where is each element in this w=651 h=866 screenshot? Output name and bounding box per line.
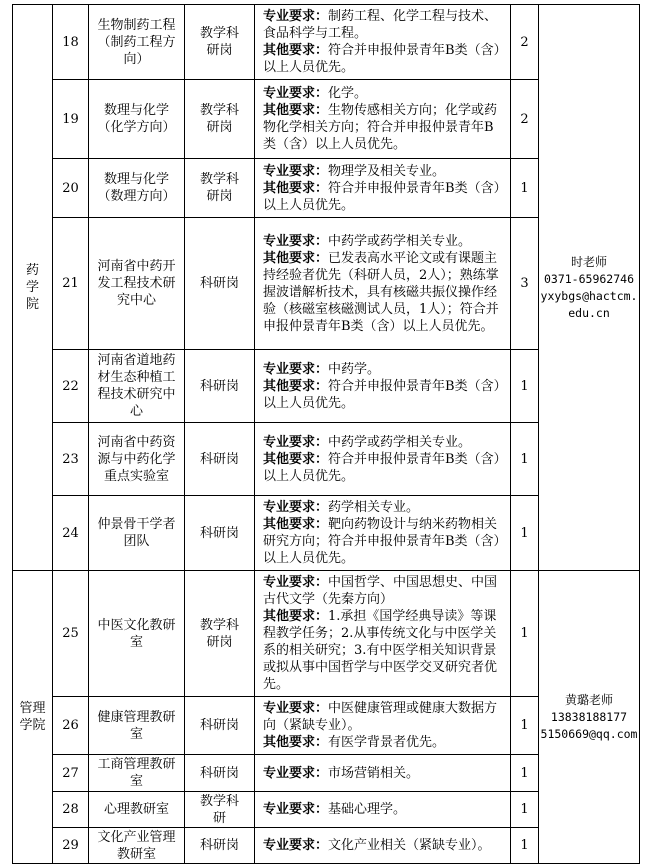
major-requirement: 专业要求：文化产业相关（紧缺专业）。 [263,838,491,853]
major-label: 专业要求： [263,802,329,817]
major-label: 专业要求： [263,838,329,853]
post-type: 教学科研岗 [185,80,255,159]
department: 仲景骨干学者团队 [89,496,185,571]
requirements [255,697,511,755]
department: 中医文化教研室 [89,571,185,697]
contact-name: 黄璐老师 [564,692,613,707]
major-requirement: 专业要求：制药工程、化学工程与技术、食品科学与工程。 [263,9,498,41]
table-row [13,571,640,697]
major-label: 专业要求： [263,163,329,179]
requirements [255,350,511,423]
major-requirement: 专业要求：药学相关专业。 [263,500,420,515]
college-cell: 管理学院 [13,571,53,864]
other-requirement: 其他要求：符合并申报仲景青年B类（含）以上人员优先。 [263,43,501,75]
row-number: 29 [53,828,89,864]
other-requirement: 其他要求：符合并申报仲景青年B类（含）以上人员优先。 [263,451,501,484]
headcount: 1 [511,571,539,697]
department: 数理与化学（数理方向） [89,159,185,218]
headcount: 1 [511,755,539,792]
major-label: 专业要求： [263,233,329,249]
other-label: 其他要求： [263,451,329,467]
department: 文化产业管理教研室 [89,828,185,864]
requirements [255,755,511,792]
other-label: 其他要求： [263,378,329,394]
other-label: 其他要求： [263,517,329,532]
requirements [255,792,511,828]
row-number: 25 [53,571,89,697]
major-label: 专业要求： [263,9,329,24]
row-number: 24 [53,496,89,571]
major-requirement: 专业要求：中药学。 [263,361,381,377]
other-requirement: 其他要求：靶向药物设计与纳米药物相关研究方向；符合并申报仲景青年B类（含）以上人员优先。 [263,517,501,566]
contact-email: 5150669@qq.com [540,726,638,741]
major-requirement: 专业要求：中医健康管理或健康大数据方向（紧缺专业）。 [263,701,498,733]
requirements [255,571,511,697]
major-label: 专业要求： [263,575,329,590]
department: 河南省中药开发工程技术研究中心 [89,218,185,350]
major-label: 专业要求： [263,361,329,377]
post-type: 教学科研 [185,792,255,828]
major-requirement: 专业要求：市场营销相关。 [263,765,420,781]
major-requirement: 专业要求：中国哲学、中国思想史、中国古代文学（先秦方向） [263,575,498,607]
row-number: 20 [53,159,89,218]
row-number: 23 [53,423,89,496]
row-number: 22 [53,350,89,423]
other-label: 其他要求： [263,250,329,266]
headcount: 3 [511,218,539,350]
contact-cell [539,5,640,571]
post-type: 教学科研岗 [185,5,255,80]
other-label: 其他要求： [263,609,329,624]
major-requirement: 专业要求：化学。 [263,86,368,101]
post-type: 教学科研岗 [185,159,255,218]
department: 健康管理教研室 [89,697,185,755]
post-type: 科研岗 [185,350,255,423]
major-label: 专业要求： [263,434,329,450]
row-number: 21 [53,218,89,350]
other-label: 其他要求： [263,103,329,118]
recruitment-table [12,4,640,864]
other-label: 其他要求： [263,43,329,58]
row-number: 28 [53,792,89,828]
row-number: 19 [53,80,89,159]
headcount: 2 [511,5,539,80]
major-requirement: 专业要求：基础心理学。 [263,802,407,817]
requirements [255,423,511,496]
table-row [13,5,640,80]
department: 生物制药工程（制药工程方向） [89,5,185,80]
row-number: 26 [53,697,89,755]
post-type: 教学科研岗 [185,571,255,697]
headcount: 1 [511,159,539,218]
other-requirement: 其他要求：生物传感相关方向；化学或药物化学相关方向；符合并申报仲景青年B类（含）以上人员优先。 [263,103,498,152]
major-label: 专业要求： [263,765,329,781]
headcount: 1 [511,350,539,423]
requirements [255,5,511,80]
headcount: 1 [511,697,539,755]
requirements [255,218,511,350]
college-cell: 药学院 [13,5,53,571]
post-type: 科研岗 [185,755,255,792]
major-requirement: 专业要求：中药学或药学相关专业。 [263,233,472,249]
contact-phone: 0371-65962746 [543,271,634,286]
other-label: 其他要求： [263,735,329,750]
contact-phone: 13838188177 [550,709,628,724]
post-type: 科研岗 [185,496,255,571]
major-label: 专业要求： [263,86,329,101]
other-requirement: 其他要求：符合并申报仲景青年B类（含）以上人员优先。 [263,378,501,411]
department: 数理与化学（化学方向） [89,80,185,159]
other-requirement: 其他要求：有医学背景者优先。 [263,735,446,750]
headcount: 1 [511,423,539,496]
other-requirement: 其他要求：已发表高水平论文或有课题主持经验者优先（科研人员，2人）；熟练掌握波谱解析技术，具有核磁共振仪操作经验（核磁室核磁测试人员，1人）；符合并申报仲景青年B类（含）以上人员优先。 [263,250,499,334]
requirements [255,80,511,159]
department: 工商管理教研室 [89,755,185,792]
contact-email: yxybgs@hactcm. [540,288,638,303]
post-type: 科研岗 [185,697,255,755]
headcount: 1 [511,792,539,828]
other-requirement: 其他要求：符合并申报仲景青年B类（含）以上人员优先。 [263,180,501,213]
post-type: 科研岗 [185,828,255,864]
major-requirement: 专业要求：中药学或药学相关专业。 [263,434,472,450]
contact-name: 时老师 [570,254,607,269]
row-number: 18 [53,5,89,80]
major-label: 专业要求： [263,701,329,716]
contact-email-cont: edu.cn [568,305,610,320]
department: 河南省道地药材生态种植工程技术研究中心 [89,350,185,423]
post-type: 科研岗 [185,218,255,350]
major-label: 专业要求： [263,500,329,515]
headcount: 1 [511,496,539,571]
headcount: 2 [511,80,539,159]
other-requirement: 其他要求：1.承担《国学经典导读》等课程教学任务；2.从事传统文化与中医学关系的相关研究；3.有中医学相关知识背景或拟从事中国哲学与中医学交叉研究者优先。 [263,609,498,692]
requirements [255,496,511,571]
major-requirement: 专业要求：物理学及相关专业。 [263,163,446,179]
headcount: 1 [511,828,539,864]
requirements [255,828,511,864]
row-number: 27 [53,755,89,792]
contact-cell [539,571,640,864]
department: 河南省中药资源与中药化学重点实验室 [89,423,185,496]
other-label: 其他要求： [263,180,329,196]
post-type: 科研岗 [185,423,255,496]
department: 心理教研室 [89,792,185,828]
requirements [255,159,511,218]
